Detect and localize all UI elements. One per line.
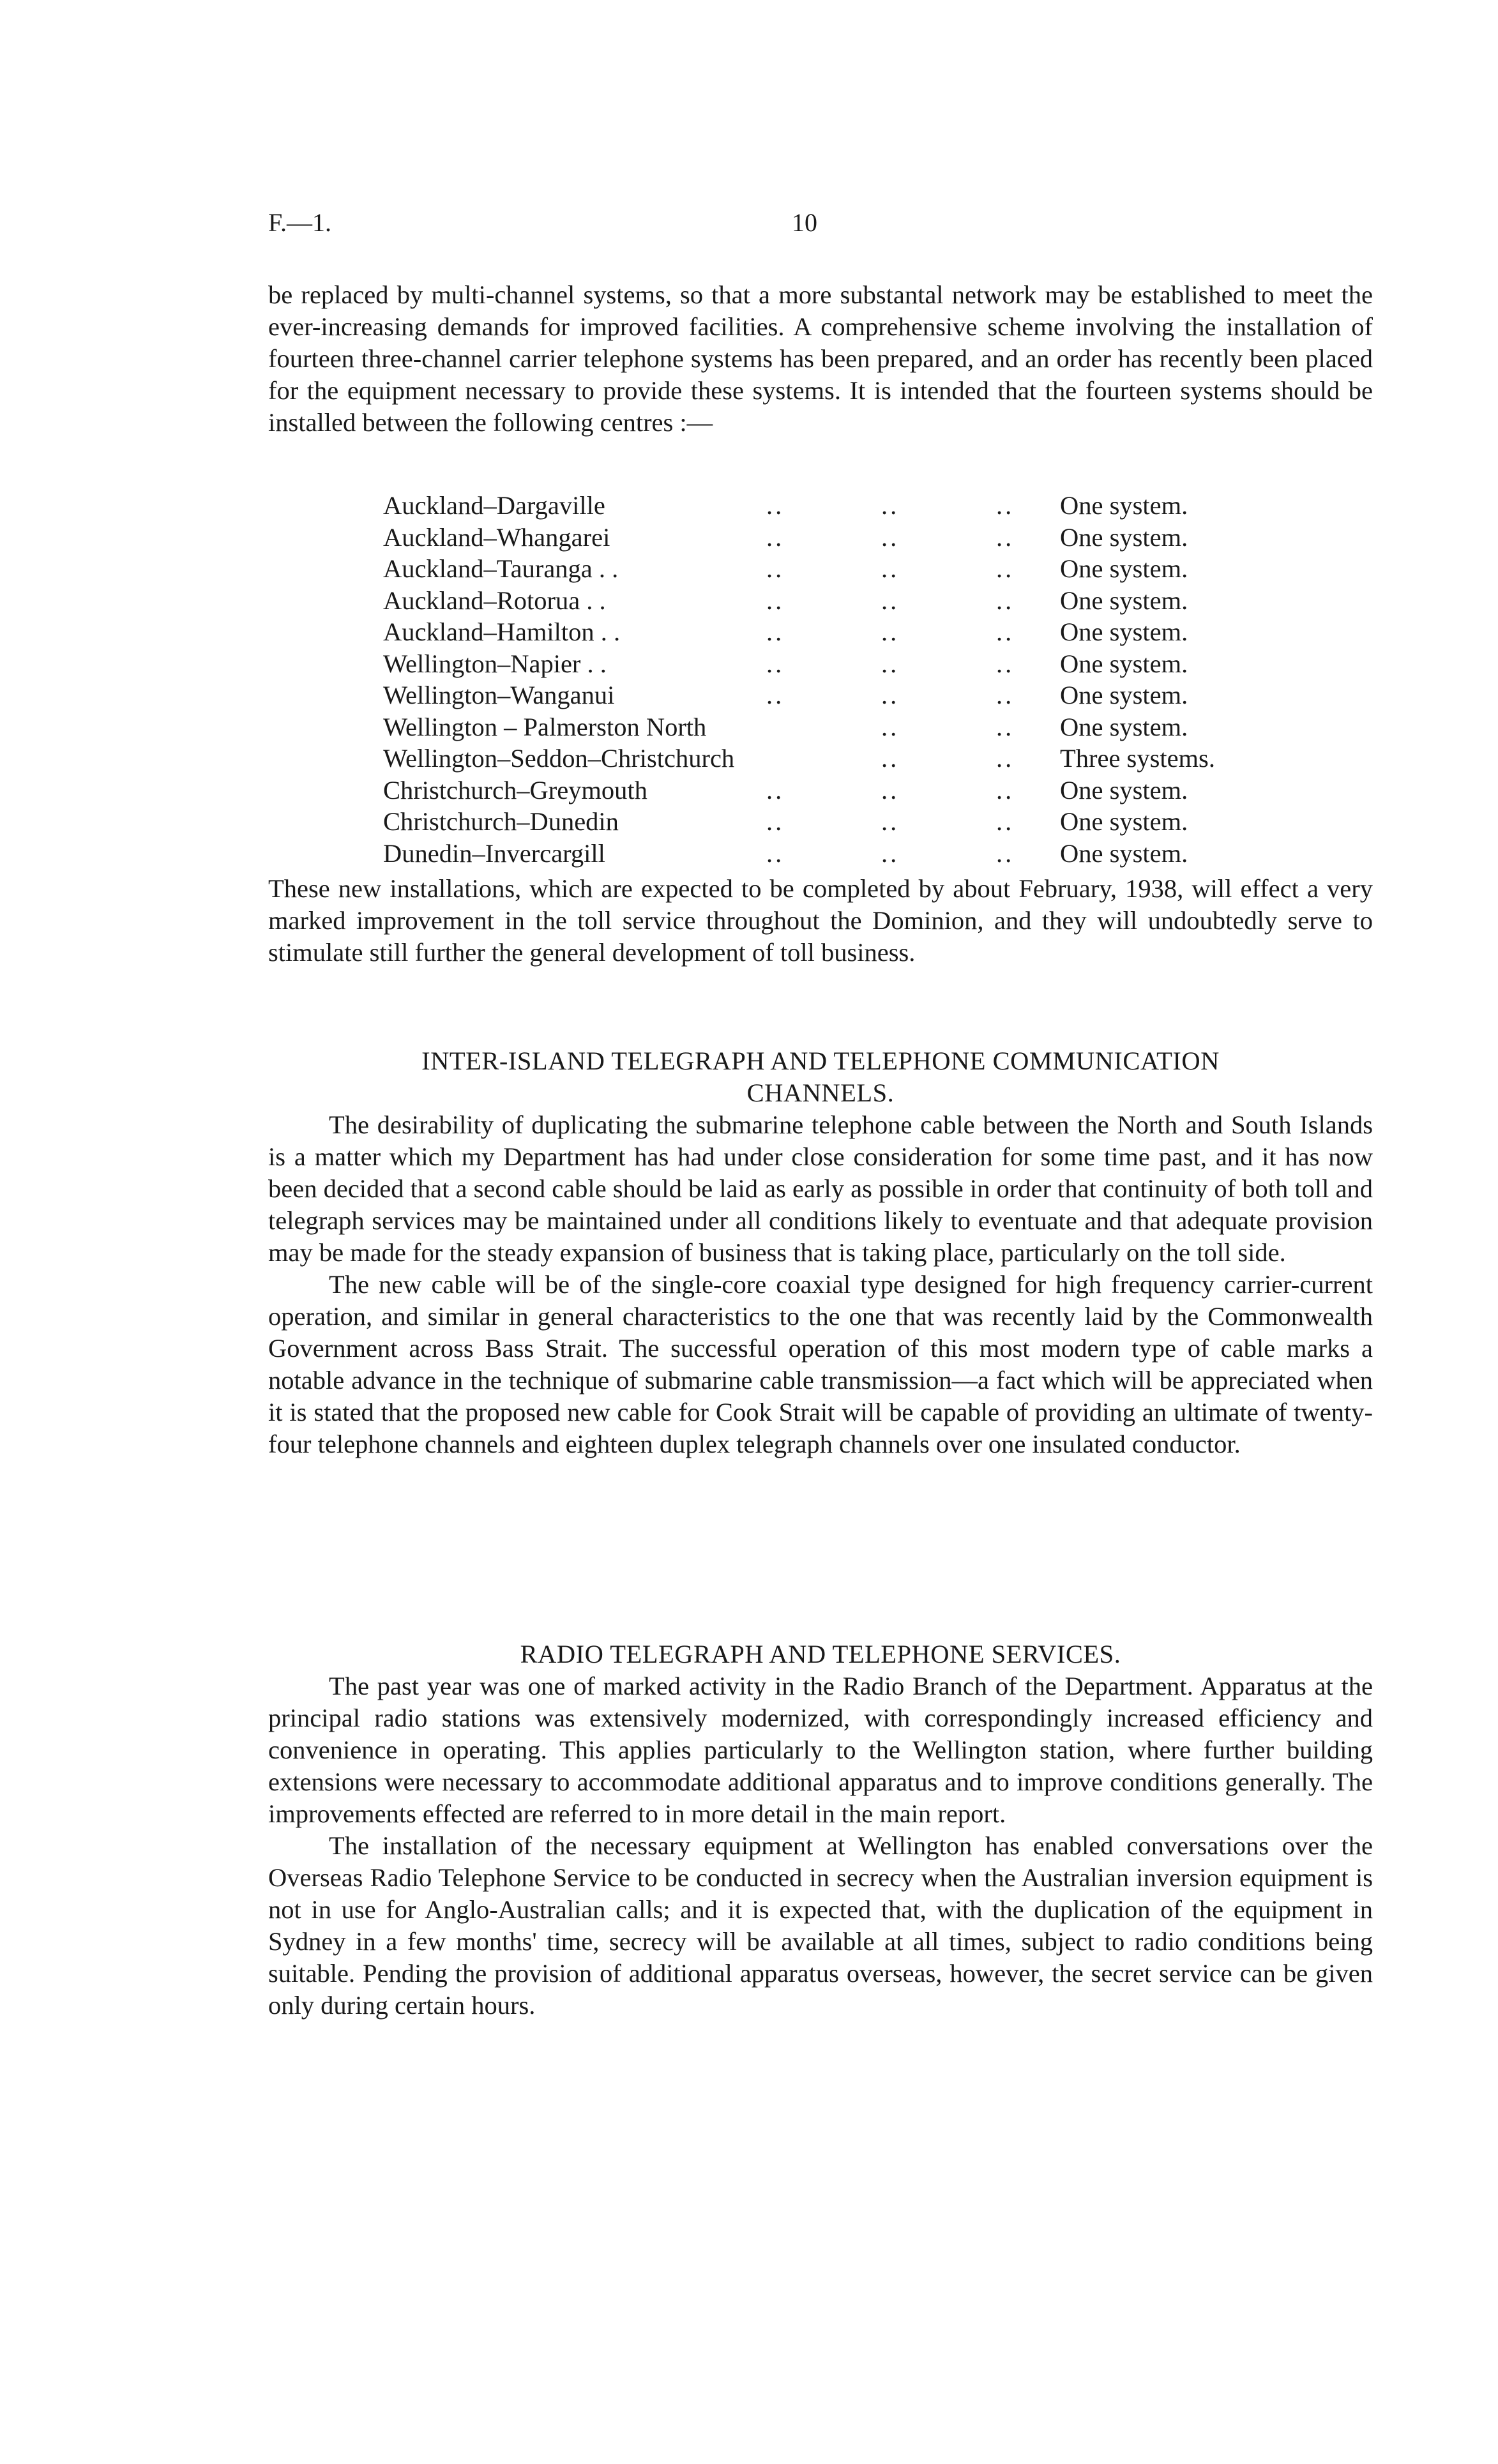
leader-dots: .. (996, 744, 1015, 773)
route-name: Wellington – Palmerston North (383, 712, 707, 741)
leader-dots: .. (766, 681, 785, 709)
route-row (383, 553, 1258, 585)
route-name: Wellington–Napier . . (383, 649, 607, 678)
route-row (383, 490, 1258, 522)
leader-dots: .. (766, 554, 785, 583)
section-heading-continued: CHANNELS. (746, 1078, 895, 1107)
system-count: One system. (1060, 807, 1188, 836)
route-list (383, 490, 1258, 869)
leader-dots: .. (996, 681, 1015, 709)
leader-dots: .. (996, 491, 1015, 520)
route-name: Auckland–Whangarei (383, 522, 610, 552)
leader-dots: .. (766, 617, 785, 646)
route-name: Auckland–Dargaville (383, 491, 605, 520)
system-count: One system. (1060, 491, 1188, 520)
route-row (383, 711, 1258, 743)
leader-dots: .. (996, 712, 1015, 741)
section-inter-island (268, 1045, 1373, 1460)
body-paragraph: The installation of the necessary equipment at Wellington has enabled conversations over the Overseas Radio Telephone Service to be conducted in secrecy when the Australian inversion equipment is not in use for Anglo-Australian calls; and it is expected that, with the duplication of the equipment in Sydney in a few months' time, secrecy will be available at all times, subject to radio conditions being suitable. Pending the provision of additional apparatus overseas, however, the secret service can be given only during certain hours. (268, 1831, 1373, 2020)
leader-dots: .. (881, 617, 900, 646)
leader-dots: .. (881, 712, 900, 741)
leader-dots: .. (881, 491, 900, 520)
system-count: One system. (1060, 681, 1188, 709)
page-header (268, 208, 1373, 246)
system-count: One system. (1060, 775, 1188, 805)
system-count: One system. (1060, 554, 1188, 583)
route-name: Wellington–Wanganui (383, 681, 615, 709)
body-paragraph: The new cable will be of the single-core coaxial type designed for high frequency carrier-current operation, and similar in general characteristics to the one that was recently laid by the Commonwealth Government across Bass Strait. The successful operation of this most modern type of cable marks a notable advance in the technique of submarine cable transmission—a fact which will be appreciated when it is stated that the proposed new cable for Cook Strait will be capable of providing an ultimate of twenty-four telephone channels and eighteen duplex telegraph channels over one insulated conductor. (268, 1270, 1373, 1458)
leader-dots: .. (996, 522, 1015, 552)
route-row (383, 648, 1258, 680)
route-name: Auckland–Rotorua . . (383, 586, 606, 615)
route-row (383, 806, 1258, 838)
leader-dots: .. (881, 744, 900, 773)
leader-dots: .. (881, 586, 900, 615)
system-count: One system. (1060, 617, 1188, 646)
leader-dots: .. (996, 586, 1015, 615)
route-name: Auckland–Tauranga . . (383, 554, 619, 583)
system-count: One system. (1060, 586, 1188, 615)
leader-dots: .. (766, 586, 785, 615)
leader-dots: .. (881, 807, 900, 836)
leader-dots: .. (881, 554, 900, 583)
leader-dots: .. (996, 838, 1015, 868)
leader-dots: .. (996, 807, 1015, 836)
leader-dots: .. (766, 838, 785, 868)
leader-dots: .. (766, 491, 785, 520)
leader-dots: .. (881, 681, 900, 709)
section-closing (268, 873, 1373, 969)
route-row (383, 838, 1258, 870)
leader-dots: .. (881, 775, 900, 805)
leader-dots: .. (766, 649, 785, 678)
system-count: One system. (1060, 838, 1188, 868)
system-count: One system. (1060, 522, 1188, 552)
route-row (383, 679, 1258, 711)
route-name: Dunedin–Invercargill (383, 838, 605, 868)
section-radio (268, 1638, 1373, 2022)
route-row (383, 775, 1258, 806)
route-row (383, 616, 1258, 648)
route-row (383, 743, 1258, 775)
leader-dots: .. (996, 775, 1015, 805)
body-paragraph: The desirability of duplicating the submarine telephone cable between the North and South Islands is a matter which my Department has had under close consideration for some time past, and it has now been decided that a second cable should be laid as early as possible in order that continuity of both toll and telegraph services may be maintained under all conditions likely to eventuate and that adequate provision may be made for the steady expansion of business that is taking place, particularly on the toll side. (268, 1110, 1373, 1267)
document-reference: F.—1. (268, 208, 332, 237)
leader-dots: .. (996, 554, 1015, 583)
leader-dots: .. (766, 807, 785, 836)
leader-dots: .. (766, 775, 785, 805)
leader-dots: .. (996, 617, 1015, 646)
leader-dots: .. (766, 522, 785, 552)
route-row (383, 585, 1258, 617)
route-row (383, 522, 1258, 554)
system-count: One system. (1060, 649, 1188, 678)
section-heading: RADIO TELEGRAPH AND TELEPHONE SERVICES. (520, 1640, 1121, 1668)
route-name: Wellington–Seddon–Christchurch (383, 744, 735, 773)
route-name: Auckland–Hamilton . . (383, 617, 621, 646)
route-name: Christchurch–Greymouth (383, 775, 647, 805)
section-heading: INTER-ISLAND TELEGRAPH AND TELEPHONE COMMUNICATION (421, 1047, 1220, 1075)
system-count: Three systems. (1060, 744, 1215, 773)
leader-dots: .. (996, 649, 1015, 678)
page-number: 10 (792, 208, 817, 237)
intro-paragraph: be replaced by multi-channel systems, so that a more substantal network may be established to meet the ever-increasing demands for improved facilities. A comprehensive scheme involving the installation of fourteen three-channel carrier telephone systems has been prepared, and an order has recently been placed for the equipment necessary to provide these systems. It is intended that the fourteen systems should be installed between the following centres :— (268, 280, 1373, 437)
route-name: Christchurch–Dunedin (383, 807, 619, 836)
leader-dots: .. (881, 649, 900, 678)
system-count: One system. (1060, 712, 1188, 741)
leader-dots: .. (881, 522, 900, 552)
section-intro (268, 279, 1373, 439)
leader-dots: .. (881, 838, 900, 868)
closing-paragraph: These new installations, which are expected to be completed by about February, 1938, will effect a very marked improvement in the toll service throughout the Dominion, and they will undoubtedly serve to stimulate still further the general development of toll business. (268, 874, 1373, 967)
body-paragraph: The past year was one of marked activity in the Radio Branch of the Department. Apparatus at the principal radio stations was extensively modernized, with correspondingly increased efficiency and convenience in operating. This applies particularly to the Wellington station, where further building extensions were necessary to accommodate additional apparatus and to improve conditions generally. The improvements effected are referred to in more detail in the main report. (268, 1672, 1373, 1828)
